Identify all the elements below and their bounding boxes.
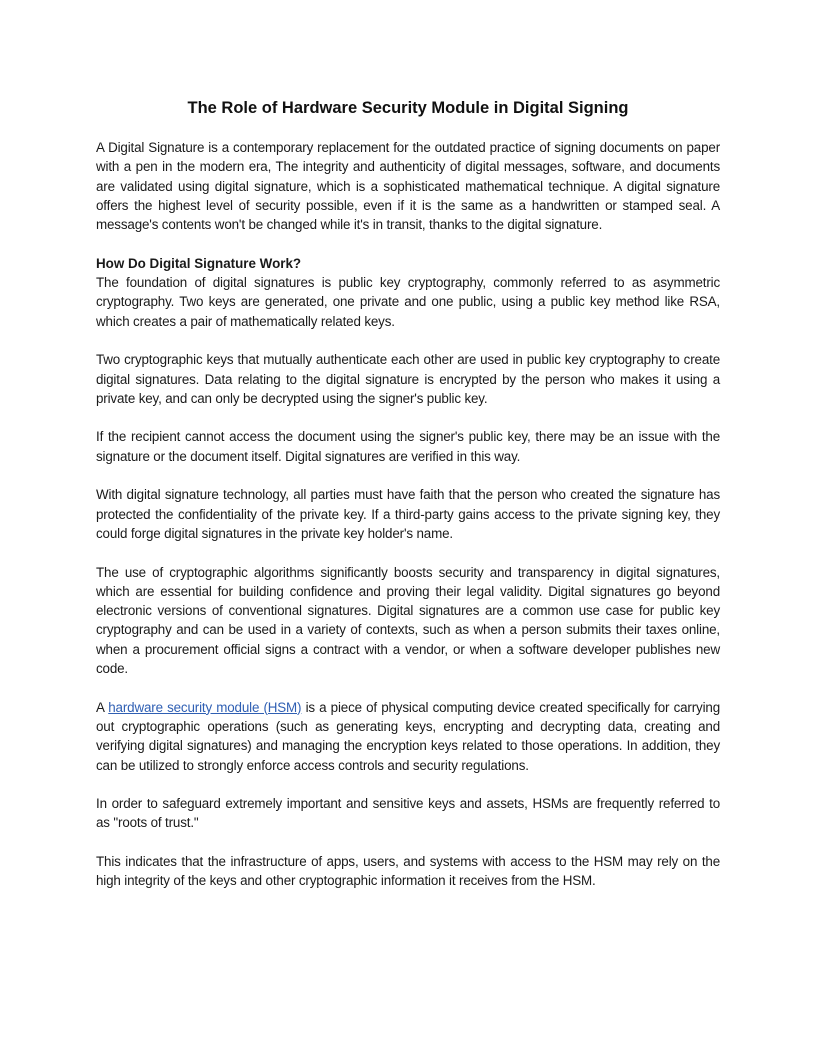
paragraph: This indicates that the infrastructure of apps, users, and systems with access to the HSM may rely on the high integrity of the keys and other cryptographic information it receives from the HSM.: [96, 853, 720, 889]
paragraph: With digital signature technology, all parties must have faith that the person who created the signature has protected the confidentiality of the private key. If a third-party gains access to the private signing key, they could forge digital signatures in the private key holder's name.: [96, 487, 720, 541]
hsm-prefix: A: [96, 699, 109, 715]
hsm-link[interactable]: hardware security module (HSM): [108, 699, 302, 715]
paragraph: If the recipient cannot access the document using the signer's public key, there may be an issue with the signature or the document itself. Digital signatures are verified in this way.: [96, 429, 720, 464]
intro-paragraph: A Digital Signature is a contemporary replacement for the outdated practice of signing documents on paper with a pen in the modern era, The integrity and authenticity of digital messages, software, and documents are validated using digital signature, which is a sophisticated mathematical technique. A digital signature offers the highest level of security possible, even if it is the same as a handwritten or stamped seal. A message's contents won't be changed while it's in transit, thanks to the digital signature.: [96, 140, 720, 233]
paragraph: The foundation of digital signatures is public key cryptography, commonly referred to as asymmetric cryptography. Two keys are generated, one private and one public, using a public key method like RSA, which creates a pair of mathematically related keys.: [96, 275, 720, 329]
section-heading: How Do Digital Signature Work?: [96, 255, 302, 271]
hsm-text: is a piece of physical computing device created specifically for carrying out cryptographic operations (such as generating keys, encrypting and decrypting data, creating and verifying digital signatures) and managing the encryption keys related to those operations. In addition, they can be utilized to strongly enforce access controls and security regulations.: [96, 699, 720, 773]
paragraph: In order to safeguard extremely important and sensitive keys and assets, HSMs are frequently referred to as "roots of trust.": [96, 796, 720, 831]
hsm-paragraph: [96, 698, 720, 775]
document-title: The Role of Hardware Security Module in Digital Signing: [187, 99, 629, 117]
paragraph: The use of cryptographic algorithms significantly boosts security and transparency in digital signatures, which are essential for building confidence and proving their legal validity. Digital signatures go beyond electronic versions of conventional signatures. Digital signatures are a common use case for public key cryptography and can be used in a variety of contexts, such as when a person submits their taxes online, when a procurement official signs a contract with a vendor, or when a software developer publishes new code.: [96, 564, 720, 677]
paragraph: Two cryptographic keys that mutually authenticate each other are used in public key cryptography to create digital signatures. Data relating to the digital signature is encrypted by the person who makes it using a private key, and can only be decrypted using the signer's public key.: [96, 352, 720, 406]
document-page: [96, 96, 720, 910]
how-it-works-section: [96, 254, 720, 679]
